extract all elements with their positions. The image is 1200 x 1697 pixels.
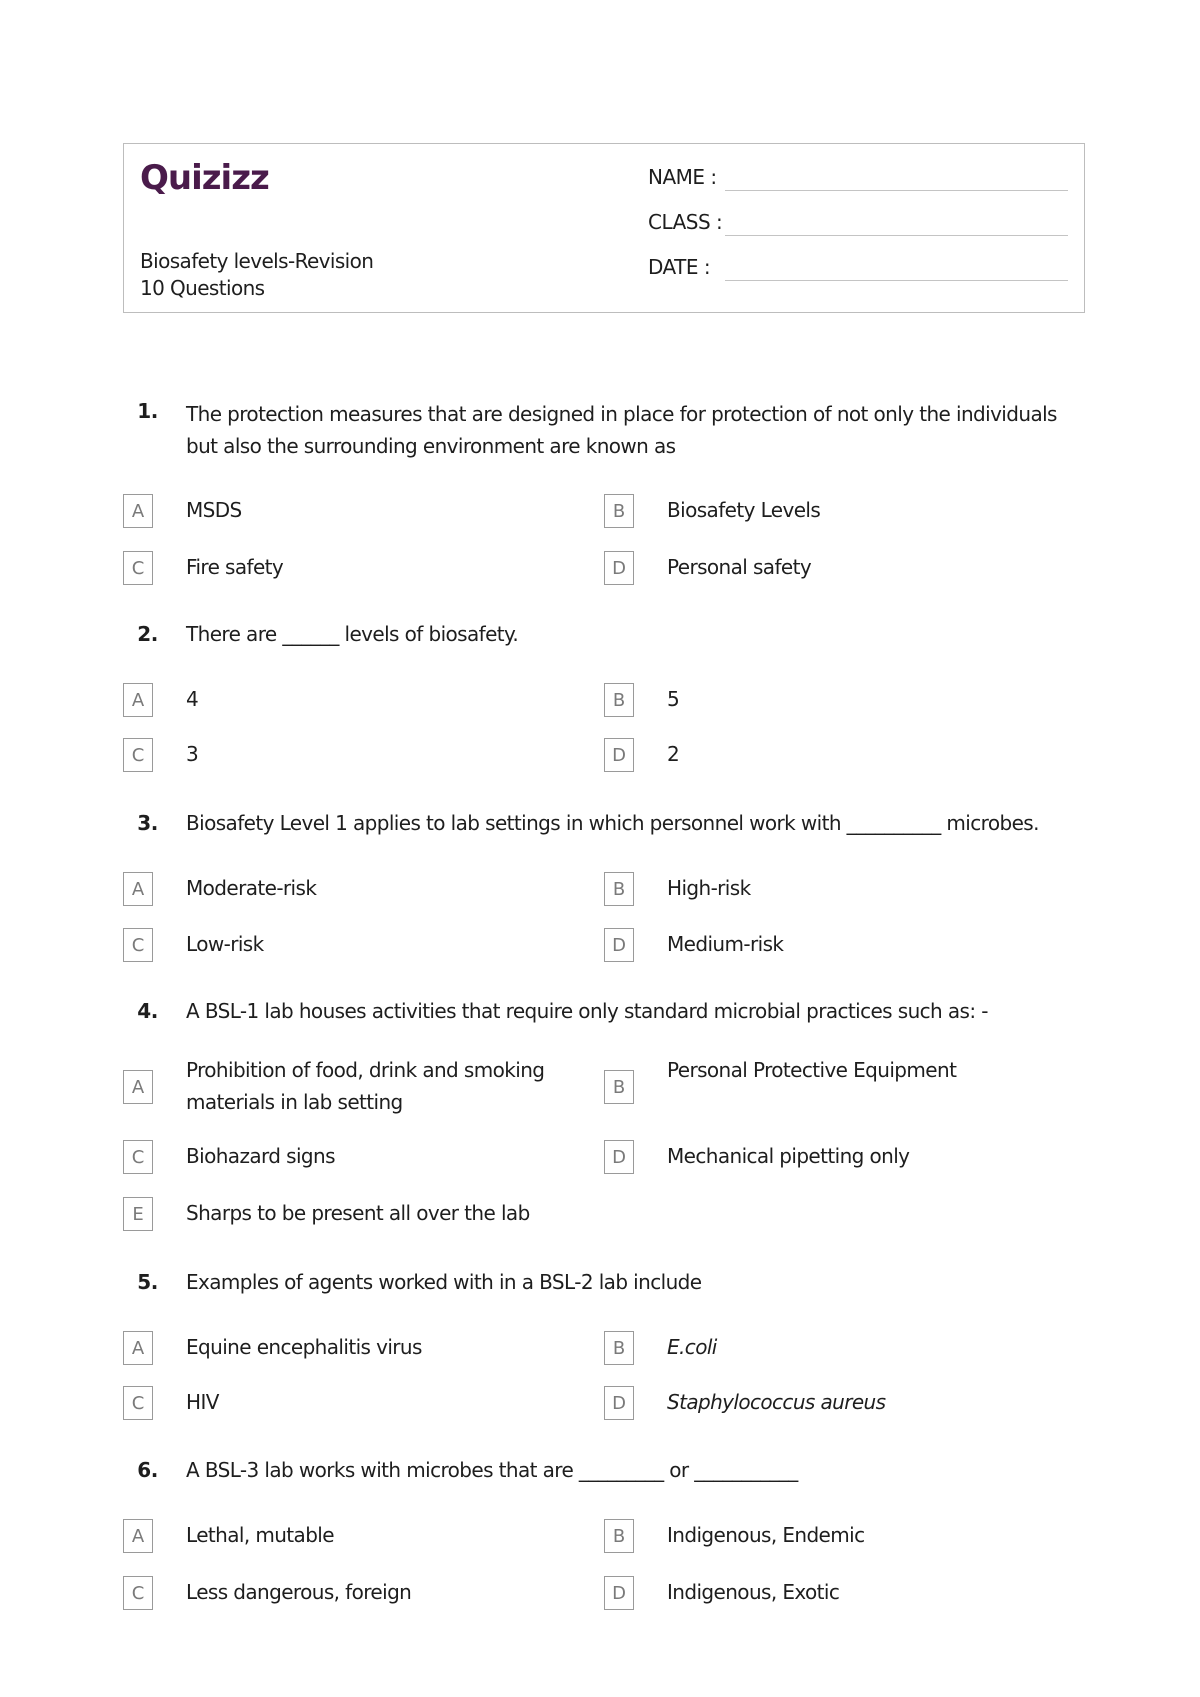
option-letter-box: A (123, 872, 153, 906)
option-letter-box: D (604, 551, 634, 585)
quiz-title: Biosafety levels-Revision (140, 249, 374, 273)
option-letter-box: A (123, 1070, 153, 1104)
option-text: 4 (186, 687, 199, 711)
question-text: Biosafety Level 1 applies to lab settings in which personnel work with __________ microbes. (186, 811, 1039, 835)
option-letter-box: D (604, 928, 634, 962)
option-text: MSDS (186, 498, 242, 522)
question-text: There are ______ levels of biosafety. (186, 622, 519, 646)
option-letter-box: B (604, 1519, 634, 1553)
option-letter-box: C (123, 928, 153, 962)
option-text: High-risk (667, 876, 751, 900)
question-number: 6. (137, 1458, 158, 1482)
question-text: Examples of agents worked with in a BSL-2 lab include (186, 1270, 702, 1294)
option-text: Fire safety (186, 555, 284, 579)
option-letter-box: B (604, 1331, 634, 1365)
option-text: Indigenous, Endemic (667, 1523, 865, 1547)
option-text: Mechanical pipetting only (667, 1144, 910, 1168)
option-letter-box: A (123, 1519, 153, 1553)
option-text: Sharps to be present all over the lab (186, 1201, 530, 1225)
option-letter-box: D (604, 738, 634, 772)
option-text: Staphylococcus aureus (667, 1390, 886, 1414)
option-letter-box: B (604, 872, 634, 906)
option-letter-box: C (123, 738, 153, 772)
option-text: 2 (667, 742, 680, 766)
option-text: Personal safety (667, 555, 812, 579)
option-text: Medium-risk (667, 932, 784, 956)
option-text: HIV (186, 1390, 219, 1414)
option-letter-box: B (604, 494, 634, 528)
question-number: 3. (137, 811, 158, 835)
class-field[interactable] (648, 204, 1068, 238)
option-letter-box: C (123, 1386, 153, 1420)
option-letter-box: A (123, 494, 153, 528)
option-text: 5 (667, 687, 680, 711)
option-letter-box: C (123, 551, 153, 585)
option-text: 3 (186, 742, 199, 766)
option-text: Prohibition of food, drink and smoking materials in lab setting (186, 1058, 545, 1114)
class-line[interactable] (725, 235, 1068, 236)
question-count: 10 Questions (140, 276, 265, 300)
question-number: 5. (137, 1270, 158, 1294)
option-text: Moderate-risk (186, 876, 317, 900)
name-line[interactable] (725, 190, 1068, 191)
option-text: Less dangerous, foreign (186, 1580, 412, 1604)
option-text: Lethal, mutable (186, 1523, 334, 1547)
quizizz-logo: Quizizz (140, 158, 269, 198)
option-letter-box: E (123, 1197, 153, 1231)
quiz-title-block (140, 248, 373, 302)
option-letter-box: B (604, 1070, 634, 1104)
option-text: Biosafety Levels (667, 498, 821, 522)
option-letter-box: B (604, 683, 634, 717)
option-letter-box: D (604, 1140, 634, 1174)
option-text: Indigenous, Exotic (667, 1580, 840, 1604)
option-text: Equine encephalitis virus (186, 1335, 422, 1359)
option-letter-box: D (604, 1576, 634, 1610)
name-field[interactable] (648, 159, 1068, 193)
option-letter-box: C (123, 1576, 153, 1610)
option-letter-box: A (123, 683, 153, 717)
date-label: DATE : (648, 255, 711, 279)
name-label: NAME : (648, 165, 717, 189)
question-number: 1. (137, 399, 158, 423)
option-text: Low-risk (186, 932, 264, 956)
date-field[interactable] (648, 249, 1068, 283)
question-number: 4. (137, 999, 158, 1023)
option-letter-box: A (123, 1331, 153, 1365)
worksheet-header (123, 143, 1085, 313)
date-line[interactable] (725, 280, 1068, 281)
question-text: A BSL-3 lab works with microbes that are _________ or ___________ (186, 1458, 798, 1482)
option-text: Personal Protective Equipment (667, 1058, 957, 1082)
option-text: Biohazard signs (186, 1144, 335, 1168)
class-label: CLASS : (648, 210, 723, 234)
question-number: 2. (137, 622, 158, 646)
option-text: E.coli (667, 1335, 717, 1359)
option-letter-box: C (123, 1140, 153, 1174)
question-text: A BSL-1 lab houses activities that require only standard microbial practices such as: - (186, 999, 988, 1023)
question-text: The protection measures that are designed in place for protection of not only the individuals but also the surrounding environment are known as (186, 402, 1057, 458)
option-letter-box: D (604, 1386, 634, 1420)
